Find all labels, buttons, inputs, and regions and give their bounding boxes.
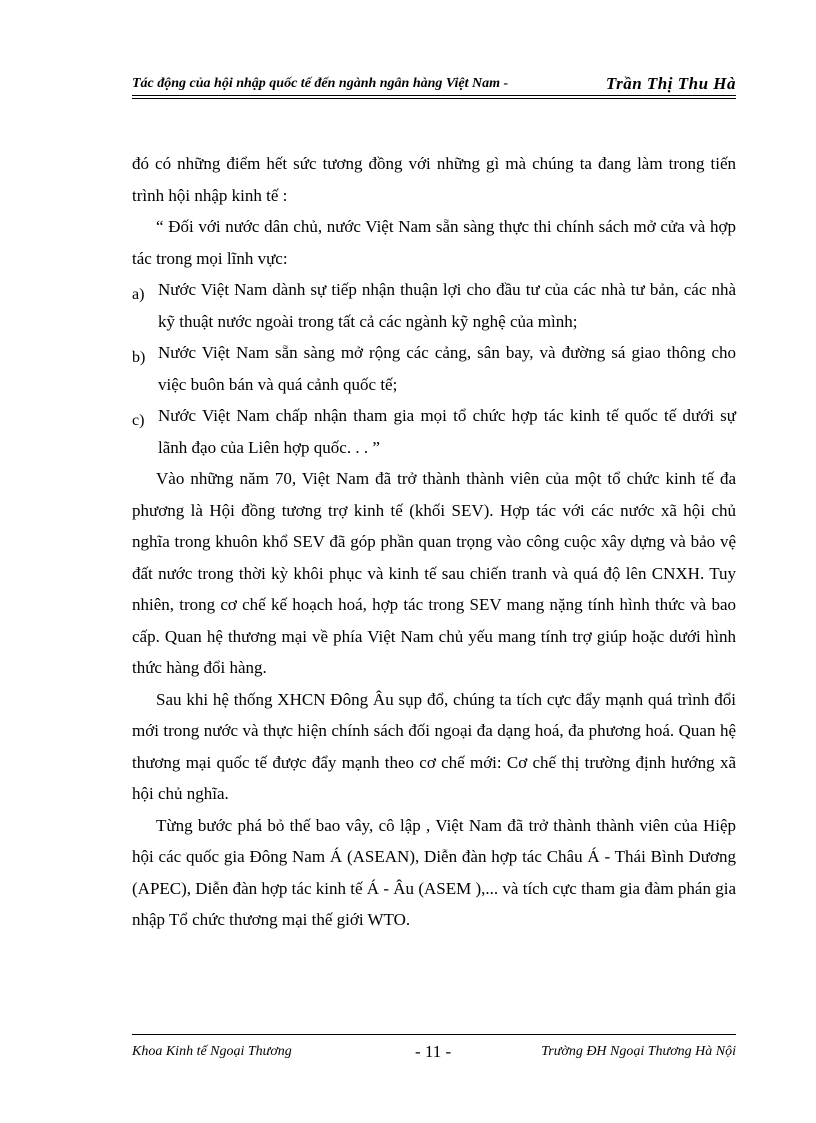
quote-intro: “ Đối với nước dân chủ, nước Việt Nam sẵn sàng thực thi chính sách mở cửa và hợp tác trong mọi lĩnh vực: [132,217,736,268]
list-item [132,337,736,400]
header-rule [132,95,736,99]
list-item [132,274,736,337]
page-number: - 11 - [415,1042,452,1061]
page-header [132,74,736,96]
footer-rule [132,1034,736,1035]
list-item-text: Nước Việt Nam sẵn sàng mở rộng các cảng, sân bay, và đường sá giao thông cho việc buôn bán và quá cảnh quốc tế; [158,343,736,394]
list-marker: a) [132,286,145,303]
document-body [132,148,736,936]
page-footer [132,1044,736,1064]
paragraph-continuation: đó có những điểm hết sức tương đồng với những gì mà chúng ta đang làm trong tiến trình hội nhập kinh tế : [132,154,736,205]
paragraph: Sau khi hệ thống XHCN Đông Âu sụp đổ, chúng ta tích cực đẩy mạnh quá trình đổi mới trong nước và thực hiện chính sách đối ngoại đa dạng hoá, đa phương hoá. Quan hệ thương mại quốc tế được đẩy mạnh theo cơ chế mới: Cơ chế thị trường định hướng xã hội chủ nghĩa. [132,689,736,803]
footer-university: Trường ĐH Ngoại Thương Hà Nội [541,1044,736,1059]
header-author: Trần Thị Thu Hà [605,74,736,93]
paragraph: Vào những năm 70, Việt Nam đã trở thành thành viên của một tổ chức kinh tế đa phương là Hội đồng tương trợ kinh tế (khối SEV). Hợp tác với các nước xã hội chủ nghĩa trong khuôn khổ SEV đã góp phần quan trọng vào công cuộc xây dựng và bảo vệ đất nước trong thời kỳ khôi phục và kinh tế sau chiến tranh và quá độ lên CNXH. Tuy nhiên, trong cơ chế kế hoạch hoá, hợp tác trong SEV mang nặng tính hình thức và bao cấp. Quan hệ thương mại về phía Việt Nam chủ yếu mang tính trợ giúp hoặc dưới hình thức hàng đổi hàng. [132,469,736,677]
list-marker: b) [132,349,146,366]
list-marker: c) [132,412,145,429]
list-item-text: Nước Việt Nam dành sự tiếp nhận thuận lợi cho đầu tư của các nhà tư bản, các nhà kỹ thuật nước ngoài trong tất cả các ngành kỹ nghệ của mình; [158,280,736,331]
list-item-text: Nước Việt Nam chấp nhận tham gia mọi tổ chức hợp tác kinh tế quốc tế dưới sự lãnh đạo của Liên hợp quốc. . . ” [158,406,736,457]
list-item [132,400,736,463]
header-title: Tác động của hội nhập quốc tế đến ngành ngân hàng Việt Nam - [132,76,509,91]
paragraph: Từng bước phá bỏ thế bao vây, cô lập , Việt Nam đã trở thành thành viên của Hiệp hội các quốc gia Đông Nam Á (ASEAN), Diễn đàn hợp tác Châu Á - Thái Bình Dương (APEC), Diễn đàn hợp tác kinh tế Á - Âu (ASEM ),... và tích cực tham gia đàm phán gia nhập Tổ chức thương mại thế giới WTO. [132,815,736,929]
footer-faculty: Khoa Kinh tế Ngoại Thương [132,1044,292,1059]
